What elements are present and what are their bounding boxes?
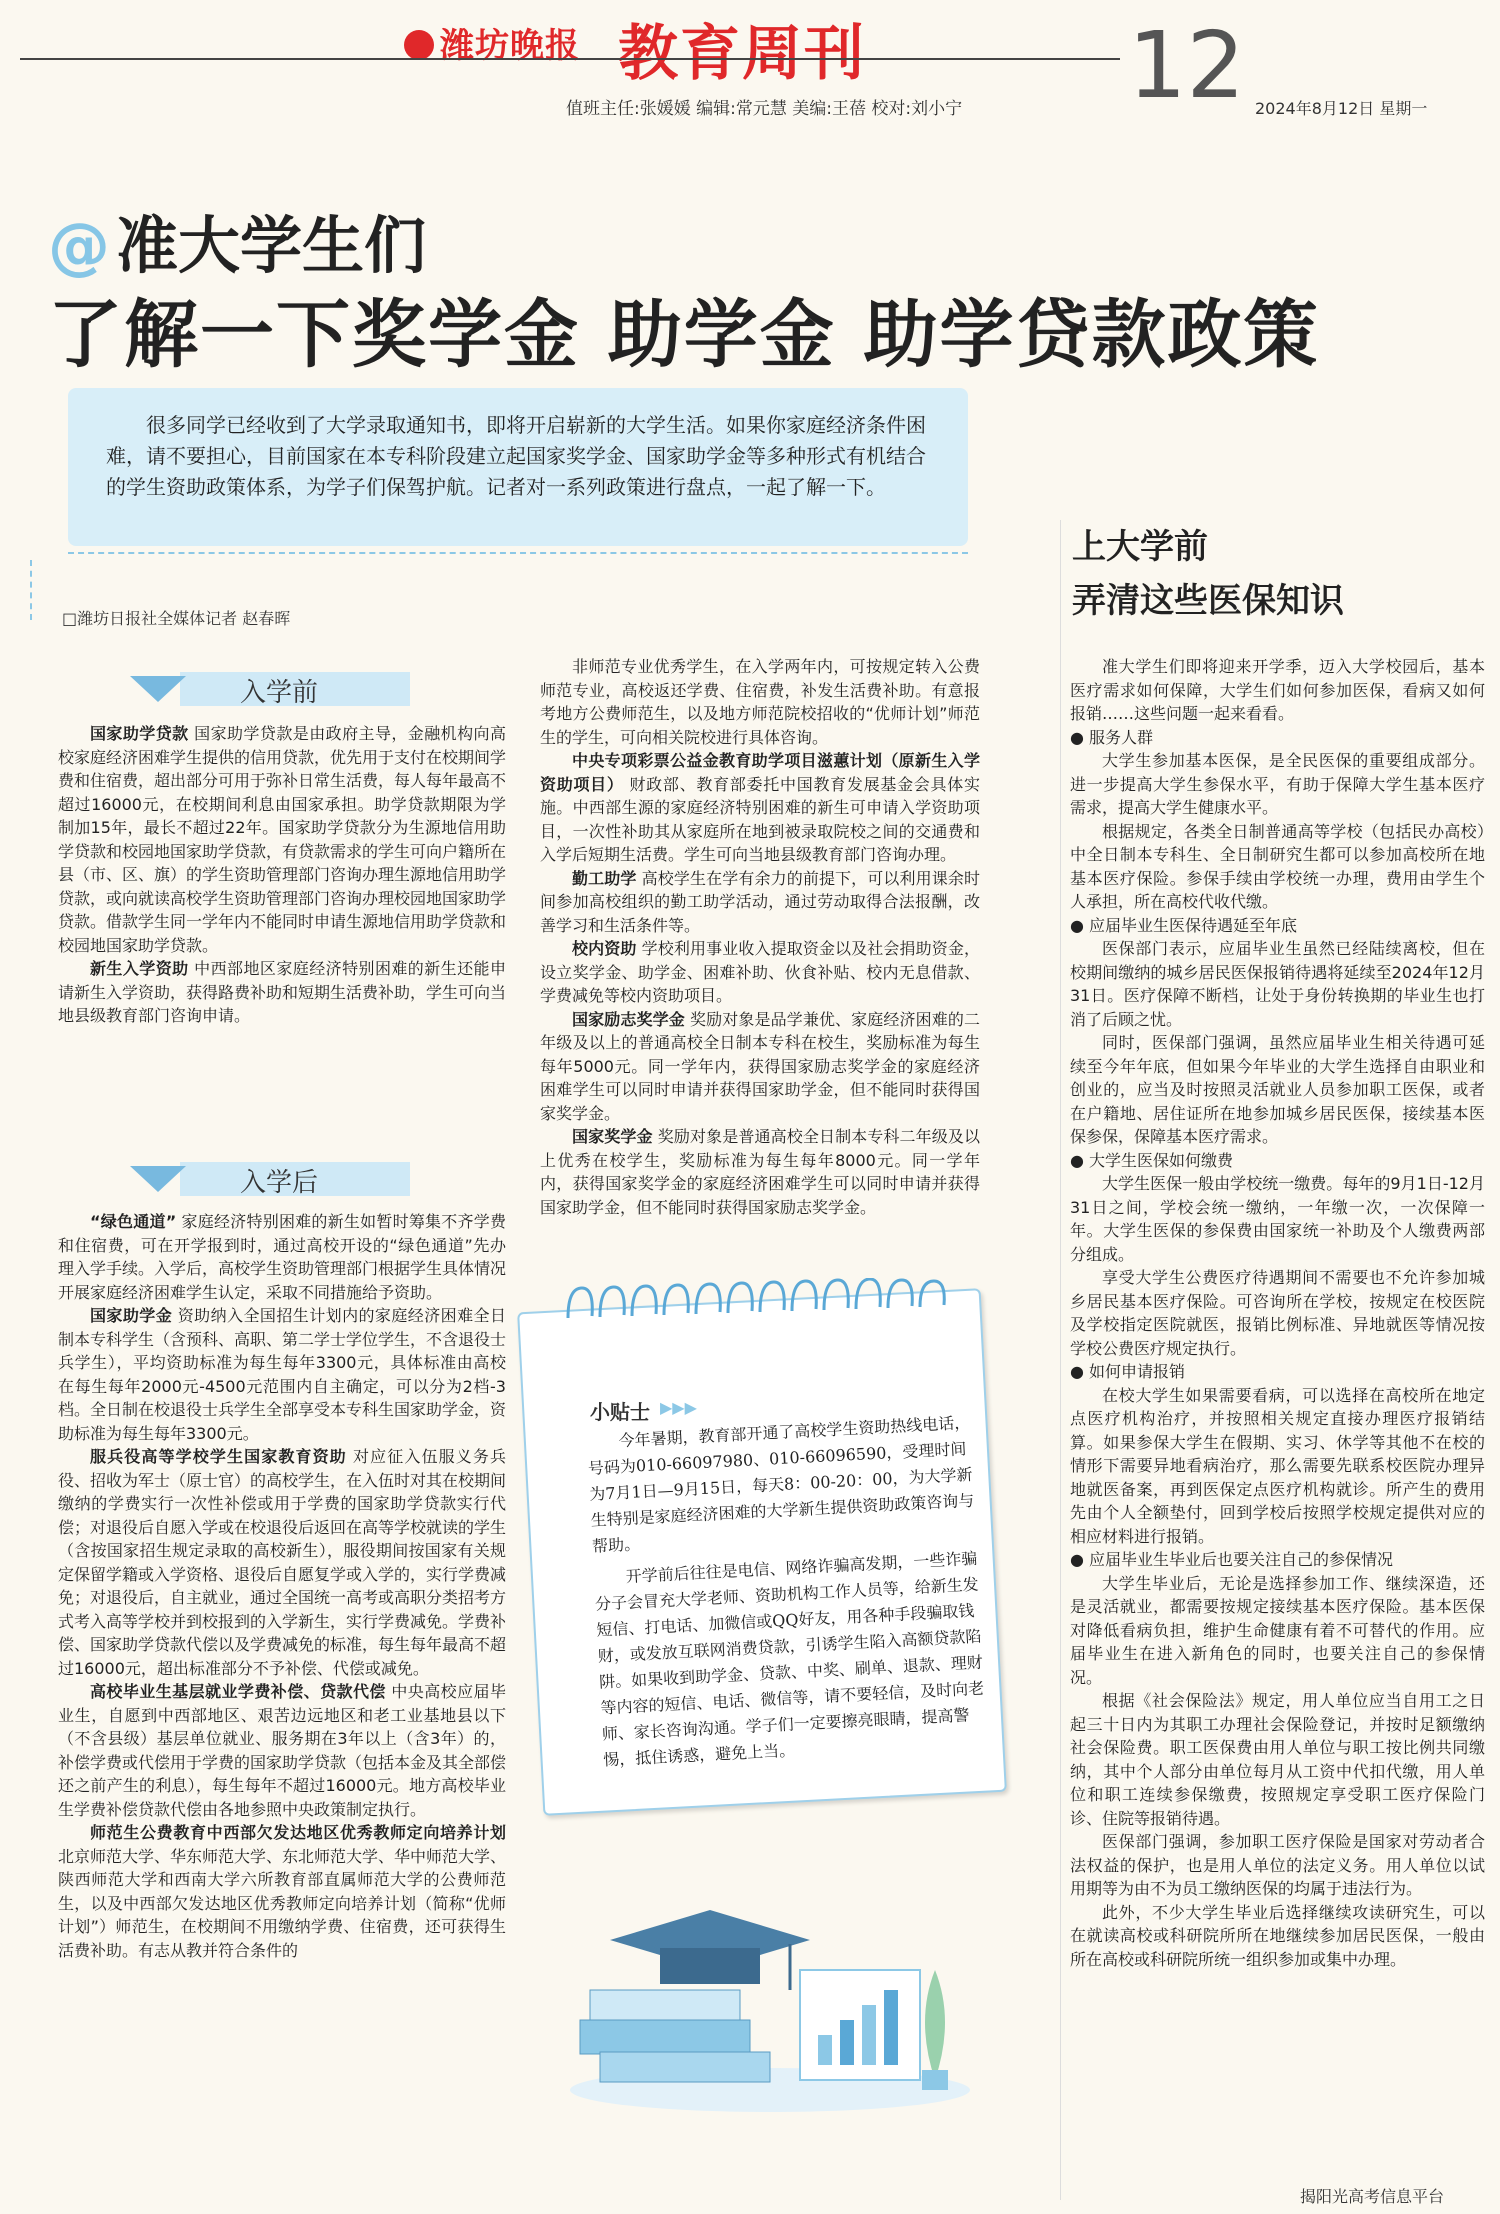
- paragraph-text: 北京师范大学、华东师范大学、东北师范大学、华中师范大学、陕西师范大学和西南大学六所教育部直属师范大学的公费师范生，以及中西部欠发达地区优秀教师定向培养计划（简称“优师计划”）师范生，在校期间不用缴纳学费、住宿费，还可获得生活费补助。有志从教并符合条件的: [58, 1846, 507, 1960]
- side-paragraph: 根据《社会保险法》规定，用人单位应当自用工之日起三十日内为其职工办理社会保险登记，并按时足额缴纳社会保险费。职工医保费由用人单位与职工按比例共同缴纳，其中个人部分由单位每月从工资中代扣代缴，用人单位和职工连续参保缴费，按照规定享受职工医疗保险门诊、住院等报销待遇。: [1070, 1691, 1485, 1828]
- side-paragraph: 准大学生们即将迎来开学季，迈入大学校园后，基本医疗需求如何保障，大学生们如何参加医保，看病又如何报销……这些问题一起来看看。: [1070, 657, 1485, 723]
- column-divider: [1060, 520, 1061, 2200]
- tip-text: [586, 1410, 988, 1780]
- article-paragraph: [58, 957, 506, 1028]
- side-title-line2: 弄清这些医保知识: [1072, 581, 1344, 621]
- paragraph-keyword: 国家励志奖学金: [572, 1009, 685, 1029]
- graduation-cap-icon: [610, 1910, 810, 1990]
- article-paragraph: [540, 655, 980, 749]
- dashed-divider: [68, 552, 968, 554]
- paragraph-keyword: 师范生公费教育中西部欠发达地区优秀教师定向培养计划: [90, 1823, 506, 1842]
- column-before: [58, 722, 506, 1028]
- section-label-before: 入学前: [240, 678, 319, 708]
- intro-box: 很多同学已经收到了大学录取通知书，即将开启崭新的大学生活。如果你家庭经济条件困难，请不要担心，目前国家在本专科阶段建立起国家奖学金、国家助学金等多种形式有机结合的学生资助政策体系，为学子们保驾护航。记者对一系列政策进行盘点，一起了解一下。: [68, 388, 968, 546]
- article-paragraph: [540, 1008, 980, 1126]
- paragraph-keyword: 新生入学资助: [90, 959, 189, 978]
- article-paragraph: [540, 937, 980, 1008]
- paragraph-text: 对应征入伍服义务兵役、招收为军士（原士官）的高校学生，在入伍时对其在校期间缴纳的学费实行一次性补偿或用于学费的国家助学贷款实行代偿；对退役后自愿入学或在校退役后返回在高等学校就读的学生（含按国家招生规定录取的高校新生），服役期间按国家有关规定保留学籍或入学资格、退役后自愿复学或入学的，实行学费减免；对退役后，自主就业，通过全国统一高考或高职分类招考方式考入高等学校并到校报到的入学新生，实行学费减免。学费补偿、国家助学贷款代偿以及学费减免的标准，每生每年最高不超过16000元，超出标准部分不予补偿、代偿或减免。: [58, 1447, 507, 1678]
- section-label-after: 入学后: [240, 1168, 319, 1198]
- paragraph-keyword: 国家奖学金: [572, 1127, 653, 1146]
- side-article-title: [1072, 520, 1344, 628]
- newspaper-logo-icon: [404, 30, 434, 60]
- paragraph-text: 财政部、教育部委托中国教育发展基金会具体实施。中西部生源的家庭经济特别困难的新生可申请入学资助项目，一次性补助其从家庭所在地到被录取院校之间的交通费和入学后短期生活费。学生可向当地县级教育部门咨询办理。: [540, 774, 980, 864]
- triangle-icon: [130, 676, 186, 702]
- side-subheading: ● 应届毕业生毕业后也要关注自己的参保情况: [1070, 1550, 1394, 1569]
- headline-line1: [48, 196, 426, 285]
- paragraph-keyword: 校内资助: [572, 939, 637, 958]
- article-paragraph: [540, 749, 980, 867]
- article-paragraph: [58, 1210, 506, 1304]
- column-right: [1070, 655, 1485, 1971]
- side-paragraph: 此外，不少大学生毕业后选择继续攻读研究生，可以在就读高校或科研院所所在地继续参加居民医保，一般由所在高校或科研院所统一组织参加或集中办理。: [1070, 1902, 1485, 1969]
- paragraph-keyword: 国家助学贷款: [90, 724, 189, 743]
- side-paragraph: 享受大学生公费医疗待遇期间不需要也不允许参加城乡居民基本医疗保险。可咨询所在学校，按规定在校医院及学校指定医院就医，报销比例标准、异地就医等情况按学校公费医疗规定执行。: [1070, 1268, 1485, 1358]
- article-paragraph: [540, 1125, 980, 1219]
- paragraph-text: 中西部地区家庭经济特别困难的新生还能申请新生入学资助，获得路费补助和短期生活费补助，学生可向当地县级教育部门咨询申请。: [58, 959, 507, 1025]
- paragraph-keyword: 中央专项彩票公益金教育助学项目滋蕙计划（原新生入学资助项目）: [540, 751, 980, 794]
- side-subheading: ● 如何申请报销: [1070, 1362, 1186, 1381]
- paragraph-keyword: 国家助学金: [90, 1306, 173, 1325]
- paragraph-keyword: 高校毕业生基层就业学费补偿、贷款代偿: [90, 1682, 386, 1701]
- at-symbol: @: [48, 209, 110, 282]
- plant-icon: [922, 1970, 948, 2090]
- article-paragraph: [540, 867, 980, 938]
- masthead-rule: [20, 58, 1120, 60]
- side-paragraph: 同时，医保部门强调，虽然应届毕业生相关待遇可延续至今年年底，但如果今年毕业的大学生选择自由职业和创业的，应当及时按照灵活就业人员参加职工医保，或者在户籍地、居住证所在地参加城乡居民医保，接续基本医保参保，保障基本医疗需求。: [1070, 1033, 1485, 1146]
- books-icon: [580, 1990, 770, 2082]
- headline-line2: 了解一下奖学金 助学金 助学贷款政策: [48, 292, 1320, 378]
- paragraph-text: 奖励对象是品学兼优、家庭经济困难的二年级及以上的普通高校全日制本专科在校生，奖励标准为每生每年5000元。同一学年内，获得国家励志奖学金的家庭经济困难学生可以同时申请并获得国家助学金，但不能同时获得国家奖学金。: [540, 1009, 980, 1123]
- column-middle: [540, 655, 980, 1219]
- side-subheading: ● 服务人群: [1070, 727, 1154, 747]
- paragraph-keyword: 服兵役高等学校学生国家教育资助: [90, 1447, 347, 1466]
- side-paragraph: 大学生医保一般由学校统一缴费。每年的9月1日-12月31日之间，学校会统一缴纳，一年缴一次，一次保障一年。大学生医保的参保费由国家统一补助及个人缴费两部分组成。: [1070, 1174, 1485, 1264]
- side-paragraph: 根据规定，各类全日制普通高等学校（包括民办高校）中全日制本专科生、全日制研究生都可以参加高校所在地基本医疗保险。参保手续由学校统一办理，费用由学生个人承担，所在高校代收代缴。: [1070, 821, 1485, 911]
- paragraph-text: 学校利用事业收入提取资金以及社会捐助资金，设立奖学金、助学金、困难补助、伙食补贴、校内无息借款、学费减免等校内资助项目。: [540, 939, 980, 1005]
- side-paragraph: 大学生毕业后，无论是选择参加工作、继续深造，还是灵活就业，都需要按规定接续基本医疗保险。基本医保对降低看病负担，维护生命健康有着不可替代的作用。应届毕业生在进入新角色的同时，也要关注自己的参保情况。: [1070, 1573, 1485, 1687]
- chart-paper-icon: [800, 1970, 920, 2080]
- paragraph-keyword: 勤工助学: [572, 868, 637, 888]
- footer-source: 揭阳光高考信息平台: [1300, 2187, 1445, 2206]
- publication-date: 2024年8月12日 星期一: [1255, 99, 1428, 118]
- article-paragraph: [58, 1821, 506, 1962]
- tip-paragraph: 今年暑期，教育部开通了高校学生资助热线电话，号码为010-66097980、010-66096590，受理时间为7月1日—9月15日，每天8：00-20：00，为大学新生特别是家庭经济困难的大学新生提供资助政策咨询与帮助。: [587, 1412, 975, 1556]
- byline: □潍坊日报社全媒体记者 赵春晖: [62, 609, 291, 628]
- paragraph-text: 国家助学贷款是由政府主导，金融机构向高校家庭经济困难学生提供的信用贷款，优先用于支付在校期间学费和住宿费，超出部分可用于弥补日常生活费，每人每年最高不超过16000元，在校期间利息由国家承担。助学贷款期限为学制加15年，最长不超过22年。国家助学贷款分为生源地信用助学贷款和校园地国家助学贷款，有贷款需求的学生可向户籍所在县（市、区、旗）的学生资助管理部门咨询办理生源地信用助学贷款，或向就读高校学生资助管理部门咨询办理校园地国家助学贷款。借款学生同一学年内不能同时申请生源地信用助学贷款和校园地国家助学贷款。: [58, 724, 507, 955]
- section-title: 教育周刊: [618, 19, 866, 89]
- article-paragraph: [58, 722, 506, 957]
- triangle-icon: [130, 1166, 186, 1192]
- paragraph-text: 家庭经济特别困难的新生如暂时筹集不齐学费和住宿费，可在开学报到时，通过高校开设的“绿色通道”先办理入学手续。入学后，高校学生资助管理部门根据学生具体情况开展家庭经济困难学生认定，采取不同措施给予资助。: [58, 1212, 507, 1302]
- side-subheading: ● 应届毕业生医保待遇延至年底: [1070, 915, 1298, 935]
- tip-paragraph: 开学前后往往是电信、网络诈骗高发期，一些诈骗分子会冒充大学老师、资助机构工作人员等，给新生发短信、打电话、加微信或QQ好友，用各种手段骗取钱财，或发放互联网消费贷款，引诱学生陷入高额贷款陷阱。如果收到助学金、贷款、中奖、刷单、退款、理财等内容的短信、电话、微信等，请不要轻信，及时向老师、家长咨询沟通。学子们一定要擦亮眼睛，提高警惕，抵住诱惑，避免上当。: [594, 1548, 985, 1770]
- article-paragraph: [58, 1680, 506, 1821]
- dashed-divider-vertical: [30, 560, 32, 620]
- paper-name: 潍坊晚报: [440, 26, 580, 66]
- graduation-illustration: [540, 1820, 980, 2120]
- credits-line: 值班主任:张媛媛 编辑:常元慧 美编:王蓓 校对:刘小宁: [566, 99, 963, 119]
- side-paragraph: 医保部门表示，应届毕业生虽然已经陆续离校，但在校期间缴纳的城乡居民医保报销待遇将延续至2024年12月31日。医疗保障不断档，让处于身份转换期的毕业生也打消了后顾之忧。: [1070, 939, 1485, 1029]
- paragraph-text: 高校学生在学有余力的前提下，可以利用课余时间参加高校组织的勤工助学活动，通过劳动取得合法报酬，改善学习和生活条件等。: [540, 868, 980, 935]
- column-after: [58, 1210, 506, 1962]
- side-subheading: ● 大学生医保如何缴费: [1070, 1150, 1234, 1170]
- article-paragraph: [58, 1304, 506, 1445]
- paragraph-keyword: “绿色通道”: [90, 1212, 177, 1231]
- arrow-icons: ▶▶▶: [660, 1398, 697, 1417]
- headline-text1: 准大学生们: [116, 209, 427, 282]
- notebook-rings-icon: [548, 1278, 988, 1338]
- side-paragraph: 医保部门强调，参加职工医疗保险是国家对劳动者合法权益的保护，也是用人单位的法定义务。用人单位以试用期等为由不为员工缴纳医保的均属于违法行为。: [1070, 1832, 1485, 1898]
- article-paragraph: [58, 1445, 506, 1680]
- side-paragraph: 在校大学生如果需要看病，可以选择在高校所在地定点医疗机构治疗，并按照相关规定直接办理医疗报销结算。如果参保大学生在假期、实习、休学等其他不在校的情形下需要异地看病治疗，那么需要先联系校医院办理异地就医备案，再到医保定点医疗机构就诊。所产生的费用先由个人全额垫付，回到学校后按照学校规定提供对应的相应材料进行报销。: [1070, 1385, 1485, 1546]
- side-paragraph: 大学生参加基本医保，是全民医保的重要组成部分。进一步提高大学生参保水平，有助于保障大学生基本医疗需求，提高大学生健康水平。: [1070, 751, 1485, 817]
- side-title-line1: 上大学前: [1072, 527, 1208, 567]
- paragraph-text: 资助纳入全国招生计划内的家庭经济困难全日制本专科学生（含预科、高职、第二学士学位学生，不含退役士兵学生），平均资助标准为每生每年3300元，具体标准由高校在每生每年2000元-4500元范围内自主确定，可以分为2档-3档。全日制在校退役士兵学生全部享受本专科生国家助学金，资助标准为每生每年3300元。: [58, 1306, 507, 1443]
- paragraph-text: 中央高校应届毕业生，自愿到中西部地区、艰苦边远地区和老工业基地县以下（不含县级）基层单位就业、服务期在3年以上（含3年）的，补偿学费或代偿用于学费的国家助学贷款（包括本金及其全部偿还之前产生的利息），每生每年不超过16000元。地方高校毕业生学费补偿贷款代偿由各地参照中央政策制定执行。: [58, 1682, 507, 1819]
- page-number: 12: [1128, 12, 1246, 119]
- tip-title: 小贴士: [590, 1400, 650, 1424]
- paragraph-text: 奖励对象是普通高校全日制本专科二年级及以上优秀在校学生，奖励标准为每生每年8000元。同一学年内，获得国家奖学金的家庭经济困难学生可以同时申请并获得国家助学金，但不能同时获得国家励志奖学金。: [540, 1127, 980, 1217]
- paragraph-text: 非师范专业优秀学生，在入学两年内，可按规定转入公费师范专业，高校返还学费、住宿费，补发生活费补助。有意报考地方公费师范生，以及地方师范院校招收的“优师计划”师范生的学生，可向相关院校进行具体咨询。: [540, 657, 980, 747]
